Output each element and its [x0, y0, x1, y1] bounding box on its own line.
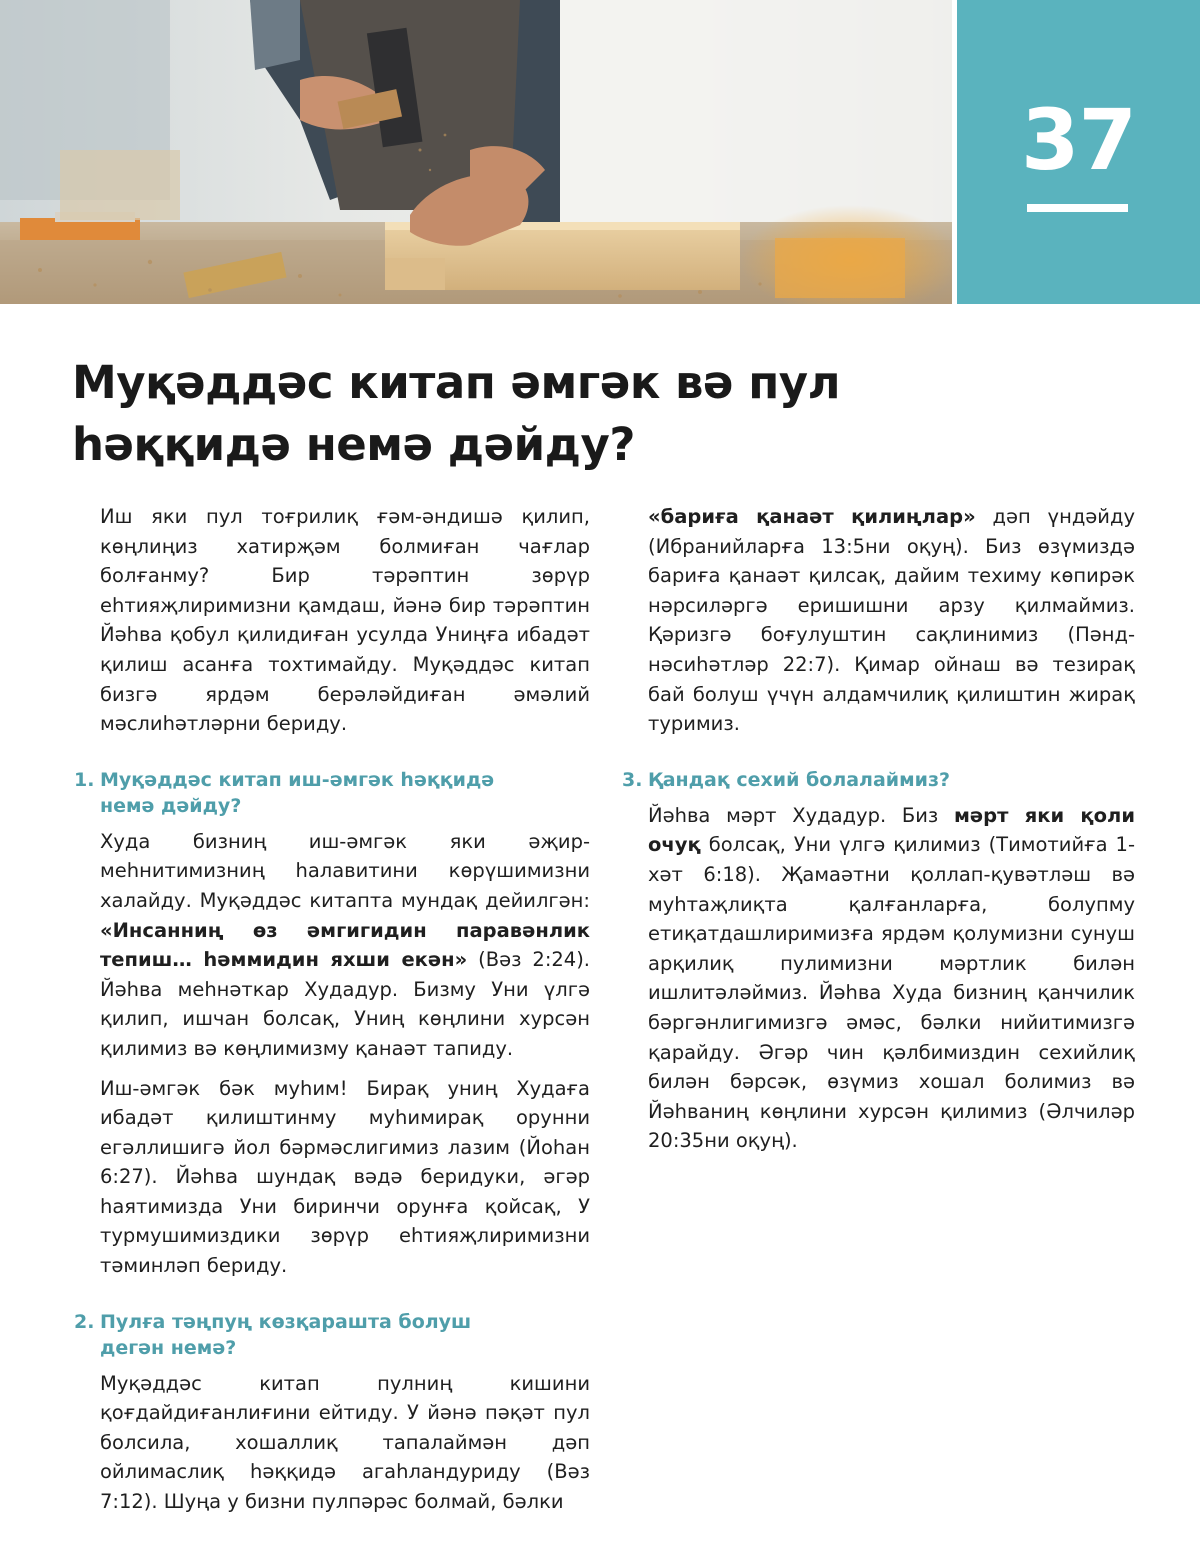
right-column: [622, 502, 1135, 1166]
section-1-paragraph-1: [100, 827, 590, 1064]
question-1-number: 1.: [74, 768, 95, 791]
question-1-heading: [74, 767, 590, 819]
lesson-number: 37: [1021, 91, 1136, 189]
question-2-heading: [74, 1309, 590, 1361]
intro-paragraph: Иш яки пул тоғрилиқ ғәм-әндишә қилип, көңлиңиз хатирҗәм болмиған чағлар болғанму? Бир тәрәптин зөрүр еһтияҗлиримизни қамдаш, йәнә бир тәрәптин Йәһва қобул қилидиған усулда Униңға ибадәт қилиш асанға тохтимайду. Муқәддәс китап бизгә ярдәм берәләйдиған әмәлий мәслиһәтләрни бериду.: [100, 505, 590, 736]
question-2-line2: дегән немә?: [100, 1336, 237, 1359]
carpenter-photo: [0, 0, 952, 304]
question-3-line1: Қандақ сехий болалаймиз?: [648, 768, 951, 791]
section-1-paragraph-2: Иш-әмгәк бәк муһим! Бирақ униң Худаға ибадәт қилиштинму муһимирақ орунни егәллишигә йол бәрмәслигимиз лазим (Йоһан 6:27). Йәһва шундақ вәдә беридуки, әгәр һаятимизда Уни биринчи орунға қойсақ, У турмушимиздики зөрүр еһтияҗлиримизни тәминләп бериду.: [100, 1076, 590, 1278]
question-2-number: 2.: [74, 1310, 95, 1333]
question-3-number: 3.: [622, 768, 643, 791]
section-1-p1-quote: «Инсанниң өз әмгигидин паравәнлик тепиш… һәммидин яхши екән»: [100, 918, 590, 972]
section-2-p1-quote: «бариға қанаәт қилиңлар»: [648, 505, 976, 528]
question-3-heading: [622, 767, 1135, 793]
section-2-paragraph-1-continued: [648, 502, 1135, 739]
page-title-line2: һәққидә немә дәйду?: [72, 418, 635, 471]
section-1-p1-text-a: Худа бизниң иш-әмгәк яки әҗир-меһнитимизниң һалавитини көрүшимизни халайду. Муқәддәс китапта мундақ дейилгән:: [100, 829, 590, 912]
lesson-number-underline: [1027, 204, 1128, 212]
section-1-p1-text-b: (Вәз 2:24). Йәһва меһнәткар Худадур. Бизму Уни үлгә қилип, ишчан болсақ, Униң көңлини хурсән қилимиз вә көңлимизму қанаәт тапиду.: [100, 948, 591, 1060]
page-title-line1: Муқәддәс китап әмгәк вә пул: [72, 356, 841, 409]
page-title: [72, 352, 932, 476]
question-2-line1: Пулға тәңпуң көзқарашта болуш: [100, 1310, 472, 1333]
section-3-p1-bold: мәрт яки қоли очуқ: [648, 803, 1135, 857]
left-column: [74, 502, 591, 1517]
section-2-p1-text-a: Муқәддәс китап пулниң кишини қоғдайдиғанлиғини ейтиду. У йәнә пәқәт пул болсила, хошаллиқ тапалаймән дәп ойлимаслиқ һәққидә агаһландуриду (Вәз 7:12). Шуңа у бизни пулпәрәс болмай, бәлки: [100, 1371, 590, 1514]
header-photo: [0, 0, 952, 304]
section-3-paragraph-1: [648, 801, 1135, 1156]
question-1-line2: немә дәйду?: [100, 794, 242, 817]
section-3-p1-text-a: Йәһва мәрт Худадур. Биз: [648, 803, 954, 827]
section-2-p1-text-b: дәп үндәйду (Ибранийларға 13:5ни оқуң). Биз өзүмиздә бариға қанаәт қилсақ, дайим техиму көпирәк нәрсиләргә еришишни арзу қилмаймиз. Қәризгә боғулуштин сақлинимиз (Пәнд-нәсиһәтләр 22:7). Қимар ойнаш вә тезирақ бай болуш үчүн алдамчилиқ қилиштин жирақ туримиз.: [648, 505, 1135, 736]
section-3-p1-text-b: болсақ, Уни үлгә қилимиз (Тимотийға 1-хәт 6:18). Җамаәтни қоллап-қувәтләш вә муһтаҗлиқта қалғанларға, болупму етиқатдашлиримизға ярдәм қолумизни сунуш арқилиқ пулимизни мәртлик билән ишлитәләймиз. Йәһва Худа бизниң қанчилик бәргәнлигимизгә әмәс, бәлки нийитимизгә қарайду. Әгәр чин қәлбимиздин сехийлиқ билән бәрсәк, өзүмиз хошал болимиз вә Йәһваниң көңлини хурсән қилимиз (Әлчиләр 20:35ни оқуң).: [648, 833, 1135, 1153]
question-1-line1: Муқәддәс китап иш-әмгәк һәққидә: [100, 768, 495, 791]
section-2-paragraph-1: [100, 1369, 590, 1517]
lesson-number-panel: [957, 0, 1200, 304]
